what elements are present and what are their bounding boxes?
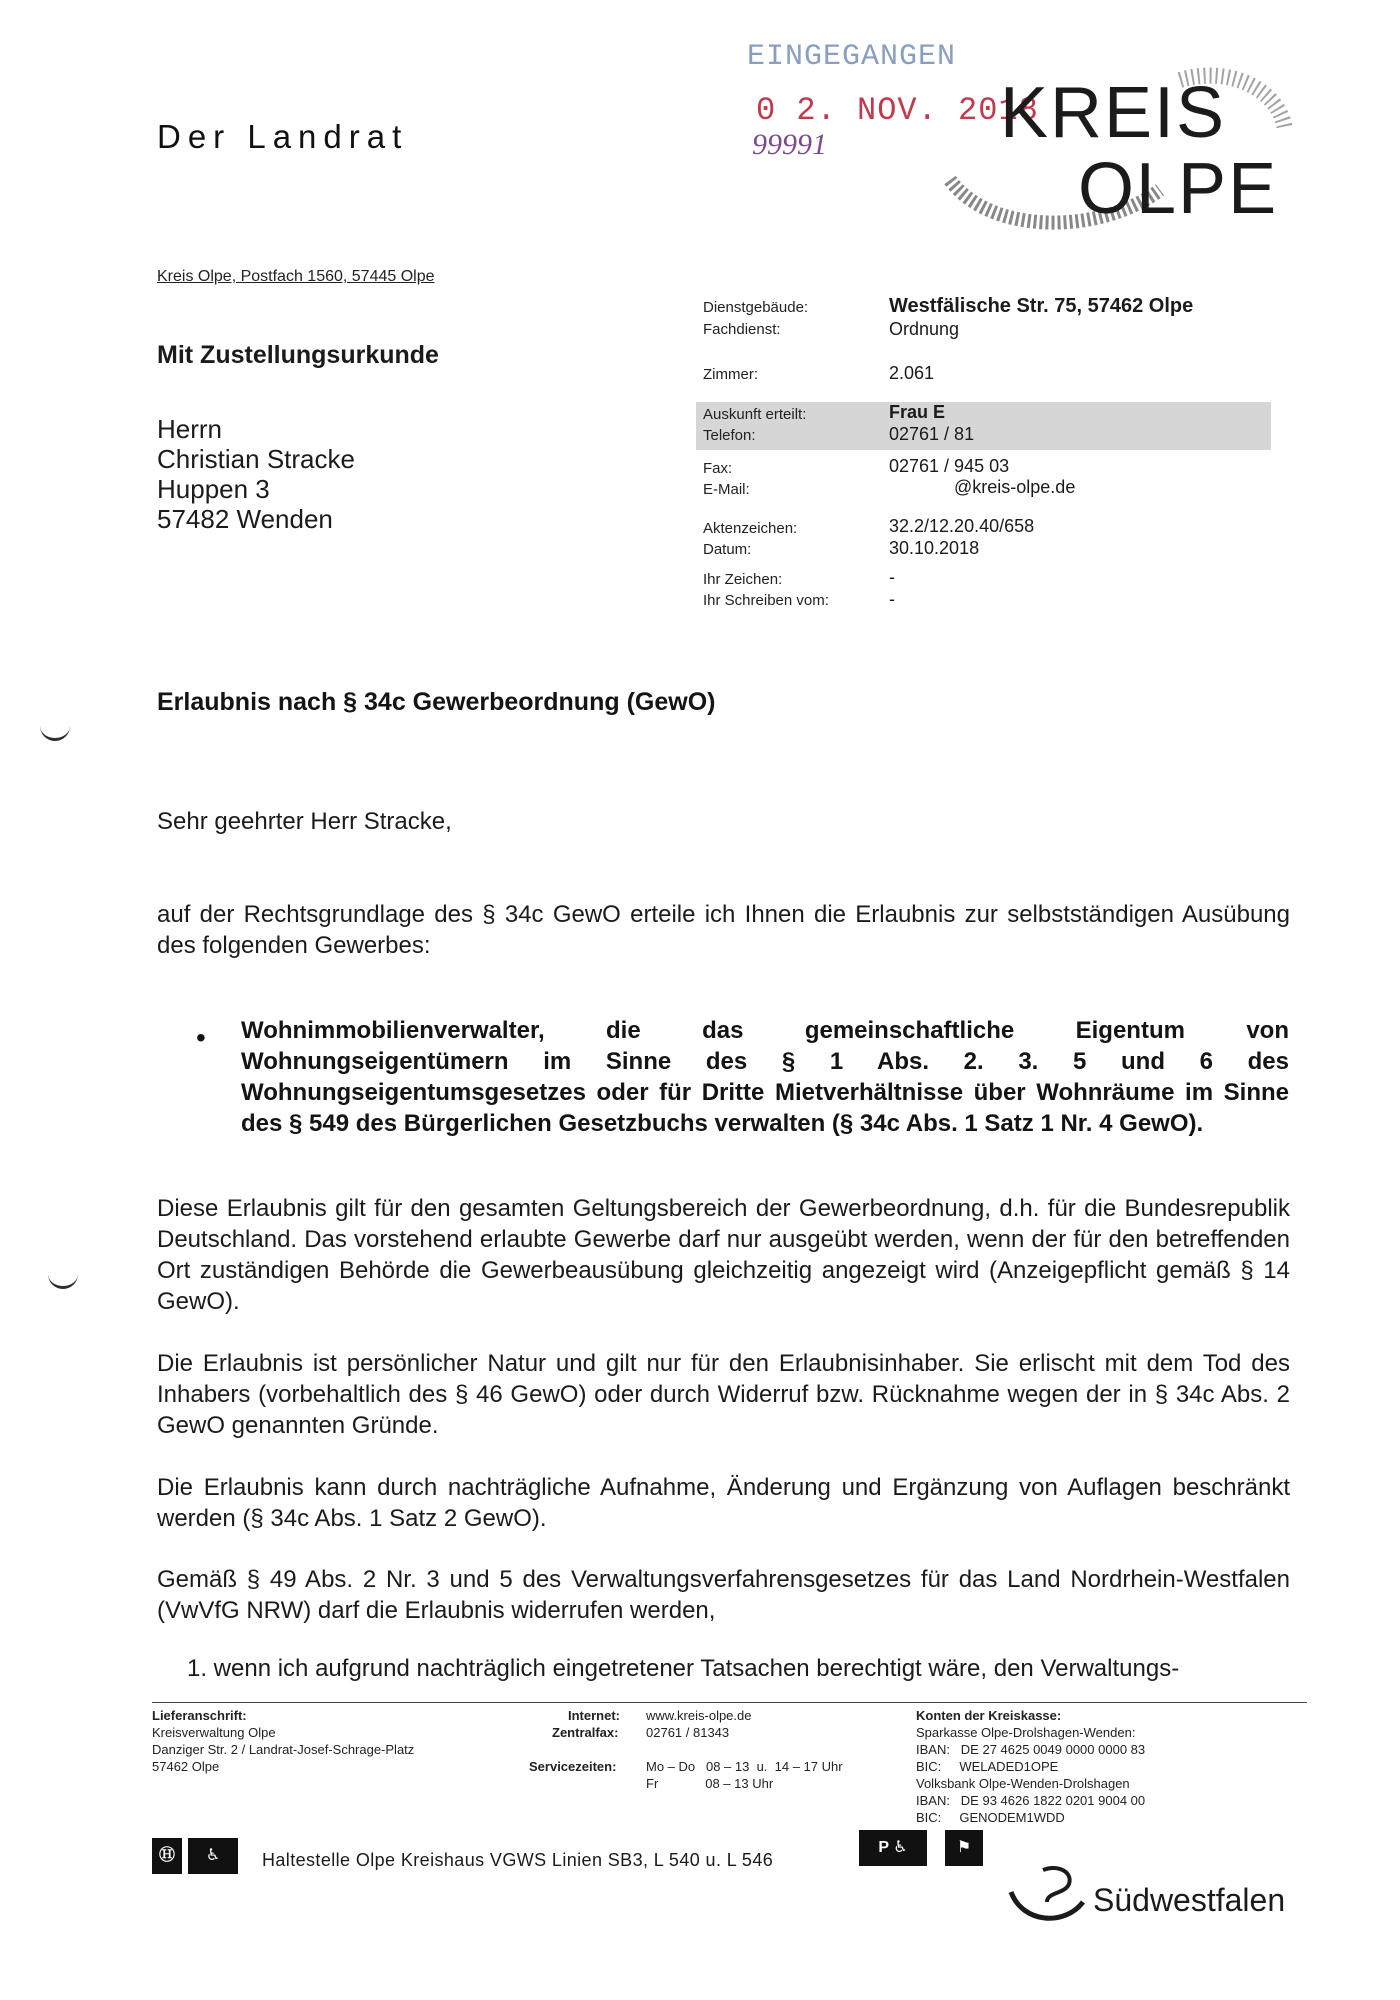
bus-stop-icon: Ⓗ	[152, 1838, 182, 1874]
fachdienst-label: Fachdienst:	[703, 321, 781, 338]
footer-liefer-title: Lieferanschrift:	[152, 1708, 247, 1723]
fachdienst-value: Ordnung	[889, 319, 960, 339]
aktenzeichen-label: Aktenzeichen:	[703, 520, 798, 537]
fax-value: 02761 / 945 03	[889, 456, 1010, 476]
logo-text-kreis: KREIS	[1000, 73, 1227, 153]
footer-zentralfax-value: 02761 / 81343	[646, 1725, 730, 1740]
ihr-schreiben-value: -	[889, 589, 895, 609]
paragraph-personal: Die Erlaubnis ist persönlicher Natur und gilt nur für den Erlaubnisinhaber. Sie erlischt mit dem Tod des Inhabers (vorbehaltlich des § 46 GewO) oder durch Widerruf bzw. Rücknahme wegen der in § 34c Abs. 2 GewO genannten Gründe.	[157, 1350, 1290, 1439]
footer-liefer-line: 57462 Olpe	[152, 1759, 220, 1774]
suedwestfalen-text: Südwestfalen	[1093, 1882, 1286, 1918]
recipient-address	[157, 414, 355, 534]
delivery-note: Mit Zustellungsurkunde	[157, 341, 439, 369]
ihr-schreiben-label: Ihr Schreiben vom:	[703, 592, 829, 609]
received-stamp-number: 99991	[752, 128, 827, 161]
footer-konten-line: IBAN: DE 93 4626 1822 0201 9004 00	[916, 1793, 1146, 1808]
footer-liefer-line: Kreisverwaltung Olpe	[152, 1725, 276, 1740]
email-value: @kreis-olpe.de	[954, 477, 1076, 497]
recipient-street: Huppen 3	[157, 474, 270, 504]
ihr-zeichen-value: -	[889, 567, 895, 587]
paragraph-scope: Diese Erlaubnis gilt für den gesamten Geltungsbereich der Gewerbeordnung, d.h. für die Bundesrepublik Deutschland. Das vorstehend erlaubte Gewerbe darf nur ausgeübt werden, wenn der für den betreffenden Ort zuständigen Behörde die Gewerbeausübung gleichzeitig angezeigt wird (Anzeigepflicht gemäß § 14 GewO).	[157, 1195, 1290, 1315]
haltestelle-text: Haltestelle Olpe Kreishaus VGWS Linien SB3, L 540 u. L 546	[262, 1850, 774, 1870]
landrat-heading: Der Landrat	[157, 118, 409, 155]
footer-konten-line: Volksbank Olpe-Wenden-Drolshagen	[916, 1776, 1130, 1791]
recipient-city: 57482 Wenden	[157, 504, 333, 534]
permitted-trade: Wohnimmobilienverwalter, die das gemeinschaftliche Eigentum von Wohnungseigentümern im Sinne des § 1 Abs. 2. 3. 5 und 6 des Wohnungseigentumsgesetzes oder für Dritte Mietverhältnisse über Wohnräume im Sinne des § 549 des Bürgerlichen Gesetzbuchs verwalten (§ 34c Abs. 1 Satz 1 Nr. 4 GewO).	[241, 1017, 1289, 1137]
suedwestfalen-logo	[1003, 1862, 1093, 1932]
auskunft-value: Frau E	[889, 402, 946, 422]
footer-internet-label: Internet:	[568, 1708, 620, 1723]
footer-liefer-line: Danziger Str. 2 / Landrat-Josef-Schrage-Platz	[152, 1742, 415, 1757]
received-stamp-date: 0 2. NOV. 2018	[756, 92, 1039, 129]
zimmer-label: Zimmer:	[703, 366, 758, 383]
aktenzeichen-value: 32.2/12.20.40/658	[889, 516, 1035, 536]
footer-konten-title: Konten der Kreiskasse:	[916, 1708, 1062, 1723]
telefon-label: Telefon:	[703, 427, 756, 444]
auskunft-label: Auskunft erteilt:	[703, 406, 807, 423]
accessible-parking-icon: P ♿	[859, 1830, 927, 1866]
footer-konten-line: Sparkasse Olpe-Drolshagen-Wenden:	[916, 1725, 1136, 1740]
punch-hole-mark	[48, 1268, 78, 1289]
revocation-item-1: 1. wenn ich aufgrund nachträglich eingetretener Tatsachen berechtigt wäre, den Verwaltungs-	[187, 1655, 1180, 1682]
logo-text-olpe: OLPE	[1078, 149, 1279, 229]
datum-label: Datum:	[703, 541, 752, 558]
telefon-value: 02761 / 81	[889, 424, 975, 444]
accessibility-icon: ♿	[188, 1838, 238, 1874]
footer-konten-line: BIC: GENODEM1WDD	[916, 1810, 1065, 1825]
footer-service-hours: Mo – Do 08 – 13 u. 14 – 17 Uhr	[646, 1759, 843, 1774]
dienstgebaeude-label: Dienstgebäude:	[703, 299, 809, 316]
footer-service-label: Servicezeiten:	[529, 1759, 617, 1774]
footer-zentralfax-label: Zentralfax:	[552, 1725, 619, 1740]
punch-hole-mark	[40, 720, 70, 741]
hearing-loop-icon: ⚑	[945, 1830, 983, 1866]
paragraph-conditions: Die Erlaubnis kann durch nachträgliche Aufnahme, Änderung und Ergänzung von Auflagen beschränkt werden (§ 34c Abs. 1 Satz 2 GewO).	[157, 1474, 1290, 1532]
salutation: Sehr geehrter Herr Stracke,	[157, 808, 452, 835]
paragraph-grant: auf der Rechtsgrundlage des § 34c GewO erteile ich Ihnen die Erlaubnis zur selbstständigen Ausübung des folgenden Gewerbes:	[157, 901, 1290, 959]
footer-service-hours: Fr 08 – 13 Uhr	[646, 1776, 774, 1791]
paragraph-revocation: Gemäß § 49 Abs. 2 Nr. 3 und 5 des Verwaltungsverfahrensgesetzes für das Land Nordrhein-Westfalen (VwVfG NRW) darf die Erlaubnis widerrufen werden,	[157, 1566, 1290, 1624]
footer-konten-line: IBAN: DE 27 4625 0049 0000 0000 83	[916, 1742, 1146, 1757]
footer-konten-line: BIC: WELADED1OPE	[916, 1759, 1059, 1774]
received-stamp-label: EINGEGANGEN	[747, 40, 957, 74]
subject-line: Erlaubnis nach § 34c Gewerbeordnung (GewO)	[157, 688, 716, 716]
footer-divider	[152, 1702, 1307, 1703]
recipient-name: Christian Stracke	[157, 444, 355, 474]
sender-line: Kreis Olpe, Postfach 1560, 57445 Olpe	[157, 268, 435, 285]
fax-label: Fax:	[703, 460, 733, 477]
email-label: E-Mail:	[703, 481, 750, 498]
footer-internet-link[interactable]: www.kreis-olpe.de	[646, 1708, 752, 1723]
datum-value: 30.10.2018	[889, 538, 980, 558]
dienstgebaeude-value: Westfälische Str. 75, 57462 Olpe	[889, 295, 1194, 317]
ihr-zeichen-label: Ihr Zeichen:	[703, 571, 783, 588]
bullet-icon: •	[196, 1022, 206, 1053]
recipient-salutation: Herrn	[157, 414, 223, 444]
zimmer-value: 2.061	[889, 363, 935, 383]
